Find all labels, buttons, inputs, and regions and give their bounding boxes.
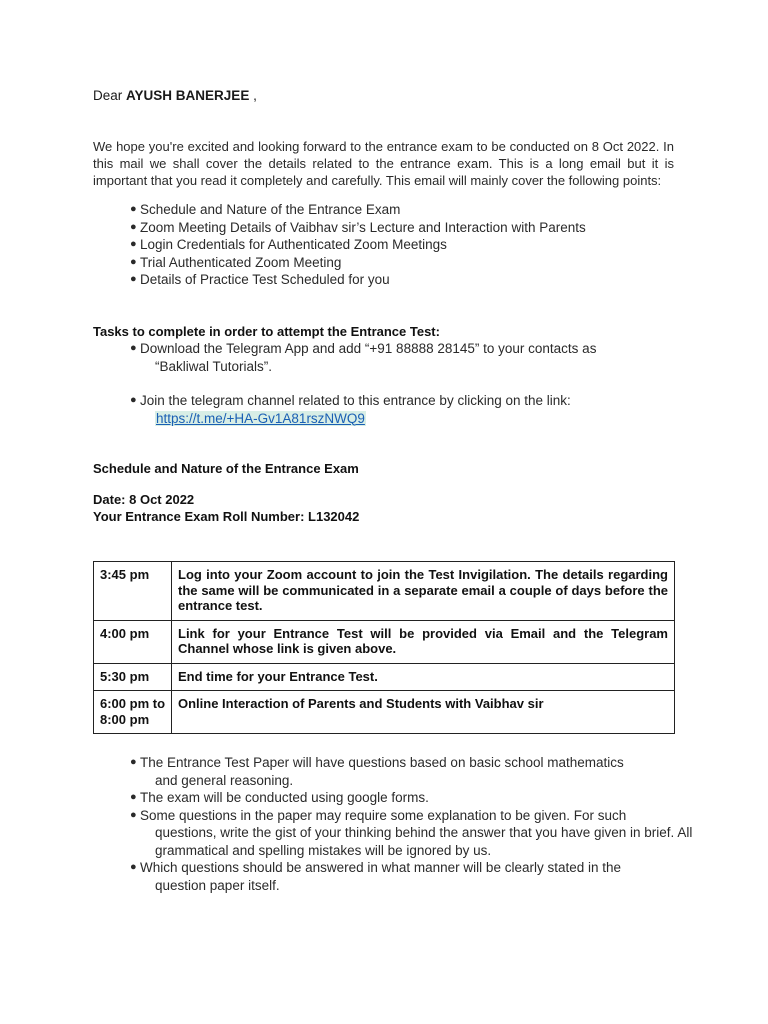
time-cell: 6:00 pm to 8:00 pm [94,691,172,734]
list-item [130,219,586,237]
table-row [94,663,675,691]
note-text-continued: and general reasoning. [155,772,294,788]
list-item [130,271,586,289]
schedule-heading: Schedule and Nature of the Entrance Exam [93,461,359,476]
intro-paragraph: We hope you're excited and looking forward to the entrance exam to be conducted on 8 Oct 2022. In this mail we shall cover the details related to the entrance exam. This is a long email but it is important that you read it completely and carefully. This email will mainly cover the following points: [93,139,674,188]
list-item [130,807,768,860]
list-item [130,859,768,894]
list-item-text: Login Credentials for Authenticated Zoom Meetings [140,237,447,252]
roll-number: Your Entrance Exam Roll Number: L132042 [93,509,360,524]
table-row [94,691,675,734]
bullet-dot-icon: ● [130,791,137,803]
bullet-dot-icon: ● [130,756,137,768]
exam-date: Date: 8 Oct 2022 [93,492,195,507]
note-text-continued: question paper itself. [155,877,280,893]
description-cell: End time for your Entrance Test. [172,663,675,691]
list-item-text: Trial Authenticated Zoom Meeting [140,254,342,270]
bullet-dot-icon: ● [130,255,137,268]
list-item-text: Zoom Meeting Details of Vaibhav sir’s Lecture and Interaction with Parents [140,219,586,235]
description-cell: Online Interaction of Parents and Students with Vaibhav sir [172,691,675,734]
bullet-dot-icon: ● [130,238,137,250]
bullet-dot-icon: ● [130,861,137,873]
table-row [94,620,675,663]
list-item-text: Schedule and Nature of the Entrance Exam [140,202,401,217]
task-text: Join the telegram channel related to this entrance by clicking on the link: [140,393,571,408]
time-cell: 3:45 pm [94,562,172,621]
list-item [130,754,768,789]
greeting-prefix: Dear [93,88,123,103]
list-item [130,340,596,375]
bullet-dot-icon: ● [130,220,137,233]
points-list [130,201,586,289]
note-text: The Entrance Test Paper will have questions based on basic school mathematics [140,755,624,770]
list-item [130,201,586,219]
bullet-dot-icon: ● [130,808,137,821]
bullet-dot-icon: ● [130,342,137,354]
list-item [130,789,768,807]
note-text: Which questions should be answered in what manner will be clearly stated in the [140,860,622,875]
list-item [130,236,586,254]
recipient-name: AYUSH BANERJEE [126,88,250,103]
notes-list [130,754,768,894]
tasks-list [130,340,596,427]
bullet-dot-icon: ● [130,394,137,406]
table-row [94,562,675,621]
bullet-dot-icon: ● [130,273,137,285]
tasks-heading: Tasks to complete in order to attempt the Entrance Test: [93,324,440,339]
task-text-continued: “Bakliwal Tutorials”. [155,358,273,374]
time-cell: 4:00 pm [94,620,172,663]
task-text: Download the Telegram App and add “+91 88888 28145” to your contacts as [140,341,597,356]
list-item [130,254,586,272]
note-text-continued: questions, write the gist of your thinking behind the answer that you have given in brief. All grammatical and spelling mistakes will be ignored by us. [155,825,693,858]
bullet-dot-icon: ● [130,203,137,215]
list-item-text: Details of Practice Test Scheduled for you [140,272,390,287]
schedule-table [93,561,675,734]
greeting [93,88,257,103]
description-cell: Link for your Entrance Test will be provided via Email and the Telegram Channel whose link is given above. [172,620,675,663]
note-text: Some questions in the paper may require some explanation to be given. For such [140,807,627,823]
greeting-suffix: , [249,88,257,103]
time-cell: 5:30 pm [94,663,172,691]
description-cell: Log into your Zoom account to join the Test Invigilation. The details regarding the same will be communicated in a separate email a couple of days before the entrance test. [172,562,675,621]
telegram-channel-link[interactable]: https://t.me/+HA-Gv1A81rszNWQ9 [156,410,365,426]
list-item [130,392,596,427]
note-text: The exam will be conducted using google forms. [140,790,429,805]
